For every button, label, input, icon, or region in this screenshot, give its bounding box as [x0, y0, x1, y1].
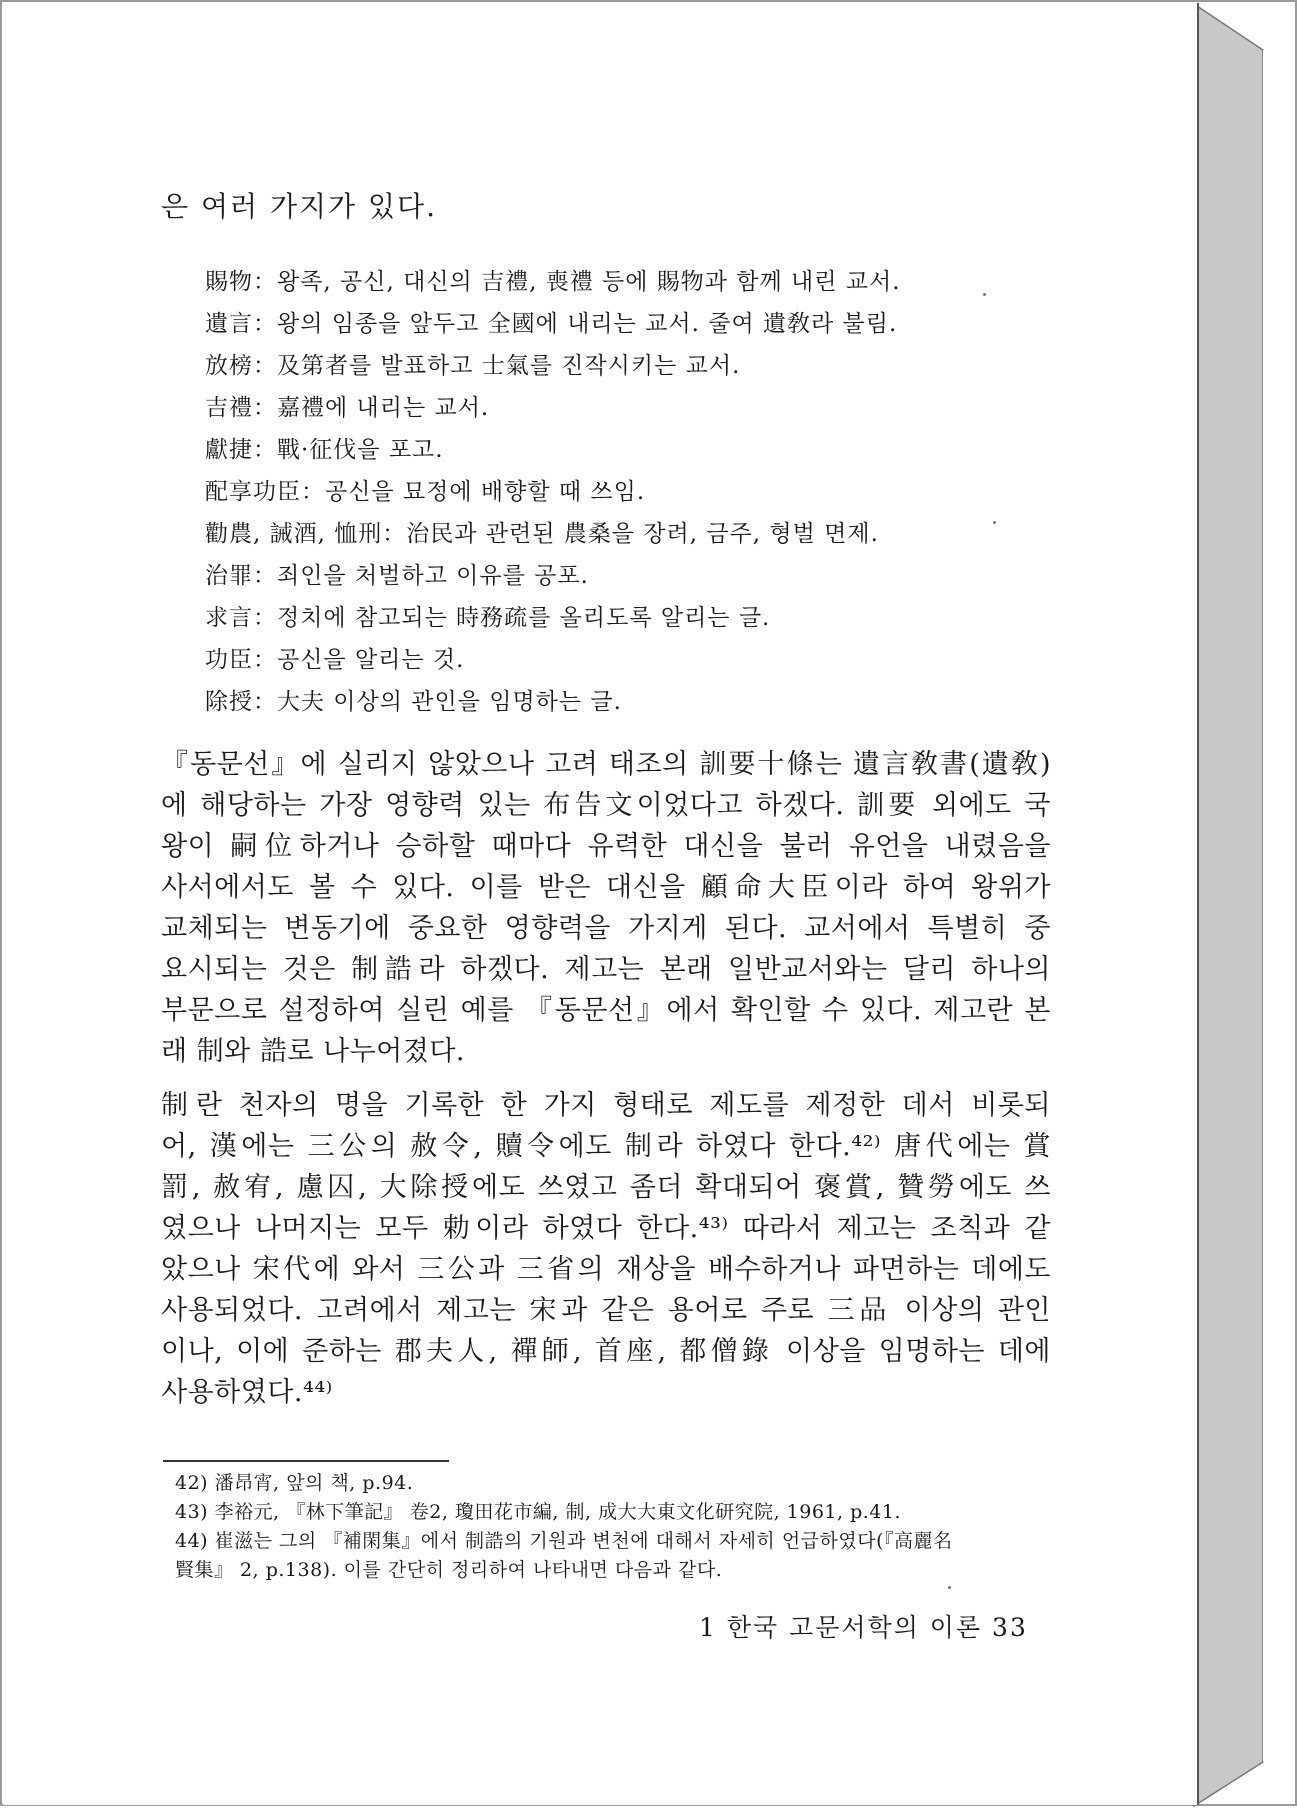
- text-line: 였으나 나머지는 모두 勅이라 하였다 한다.⁴³⁾ 따라서 제고는 조칙과 같: [161, 1213, 1051, 1244]
- text-line: 『동문선』에 실리지 않았으나 고려 태조의 訓要十條는 遺言敎書(遺敎): [161, 749, 1051, 780]
- text-line: 왕이 嗣位하거나 승하할 때마다 유력한 대신을 불러 유언을 내렸음을: [161, 831, 1051, 862]
- footnote-43: 43) 李裕元, 『林下筆記』 卷2, 瓊田花市編, 制, 成大大東文化研究院, 1961, p.41.: [175, 1501, 902, 1523]
- text-line: 았으나 宋代에 와서 三公과 三省의 재상을 배수하거나 파면하는 데에도: [161, 1254, 1051, 1285]
- footnote-44: 44) 崔滋는 그의 『補閑集』에서 制誥의 기원과 변천에 대해서 자세히 언급하였다(『高麗名: [175, 1530, 953, 1552]
- text-line: 부문으로 설정하여 실린 예를 『동문선』에서 확인할 수 있다. 제고란 본: [161, 995, 1051, 1026]
- text-line: 사용되었다. 고려에서 제고는 宋과 같은 용어로 주로 三品 이상의 관인: [161, 1295, 1051, 1326]
- list-item: 勸農, 誡酒, 恤刑：治民과 관련된 農桑을 장려, 금주, 형벌 면제.: [205, 521, 879, 547]
- text-line: 어, 漢에는 三公의 赦令, 贖令에도 制라 하였다 한다.⁴²⁾ 唐代에는 賞: [161, 1131, 1051, 1162]
- list-item: 放榜：及第者를 발표하고 士氣를 진작시키는 교서.: [205, 353, 741, 379]
- footnote-rule: [163, 1460, 449, 1462]
- text-line: 교체되는 변동기에 중요한 영향력을 가지게 된다. 교서에서 특별히 중: [161, 913, 1051, 944]
- text-line: 사서에서도 볼 수 있다. 이를 받은 대신을 顧命大臣이라 하여 왕위가: [161, 872, 1051, 903]
- list-item: 除授：大夫 이상의 관인을 임명하는 글.: [205, 689, 622, 715]
- list-item: 配享功臣：공신을 묘정에 배향할 때 쓰임.: [205, 479, 646, 505]
- list-item: 功臣：공신을 알리는 것.: [205, 647, 465, 673]
- page-footer: 1 한국 고문서학의 이론 33: [699, 1613, 1028, 1642]
- text-line: 요시되는 것은 制誥라 하겠다. 제고는 본래 일반교서와는 달리 하나의: [161, 954, 1051, 985]
- text-line: 래 制와 誥로 나누어졌다.: [161, 1036, 465, 1067]
- list-item: 吉禮：嘉禮에 내리는 교서.: [205, 395, 490, 421]
- text-line: 에 해당하는 가장 영향력 있는 布告文이었다고 하겠다. 訓要 외에도 국: [161, 790, 1051, 821]
- scan-speck: [948, 1586, 951, 1589]
- text-line: 制란 천자의 명을 기록한 한 가지 형태로 제도를 제정한 데서 비롯되: [161, 1090, 1051, 1121]
- scan-speck: [993, 521, 996, 524]
- intro-line: 은 여러 가지가 있다.: [161, 190, 437, 223]
- list-item: 遺言：왕의 임종을 앞두고 全國에 내리는 교서. 줄여 遺敎라 불림.: [205, 311, 898, 337]
- footnote-44-cont: 賢集』 2, p.138). 이를 간단히 정리하여 나타내면 다음과 같다.: [175, 1559, 723, 1581]
- text-line: 이나, 이에 준하는 郡夫人, 禪師, 首座, 都僧錄 이상을 임명하는 데에: [161, 1336, 1051, 1367]
- list-item: 獻捷：戰·征伐을 포고.: [205, 437, 444, 463]
- list-item: 治罪：죄인을 처벌하고 이유를 공포.: [205, 563, 589, 589]
- scan-speck: [983, 293, 986, 296]
- text-line: 사용하였다.⁴⁴⁾: [161, 1377, 333, 1408]
- footnote-42: 42) 潘昂宵, 앞의 책, p.94.: [175, 1472, 414, 1494]
- text-line: 罰, 赦宥, 慮囚, 大除授에도 쓰였고 좀더 확대되어 褒賞, 贊勞에도 쓰: [161, 1172, 1051, 1203]
- document-page: [3, 3, 1199, 1805]
- list-item: 求言：정치에 참고되는 時務疏를 올리도록 알리는 글.: [205, 605, 771, 631]
- list-item: 賜物：왕족, 공신, 대신의 吉禮, 喪禮 등에 賜物과 함께 내린 교서.: [205, 269, 901, 295]
